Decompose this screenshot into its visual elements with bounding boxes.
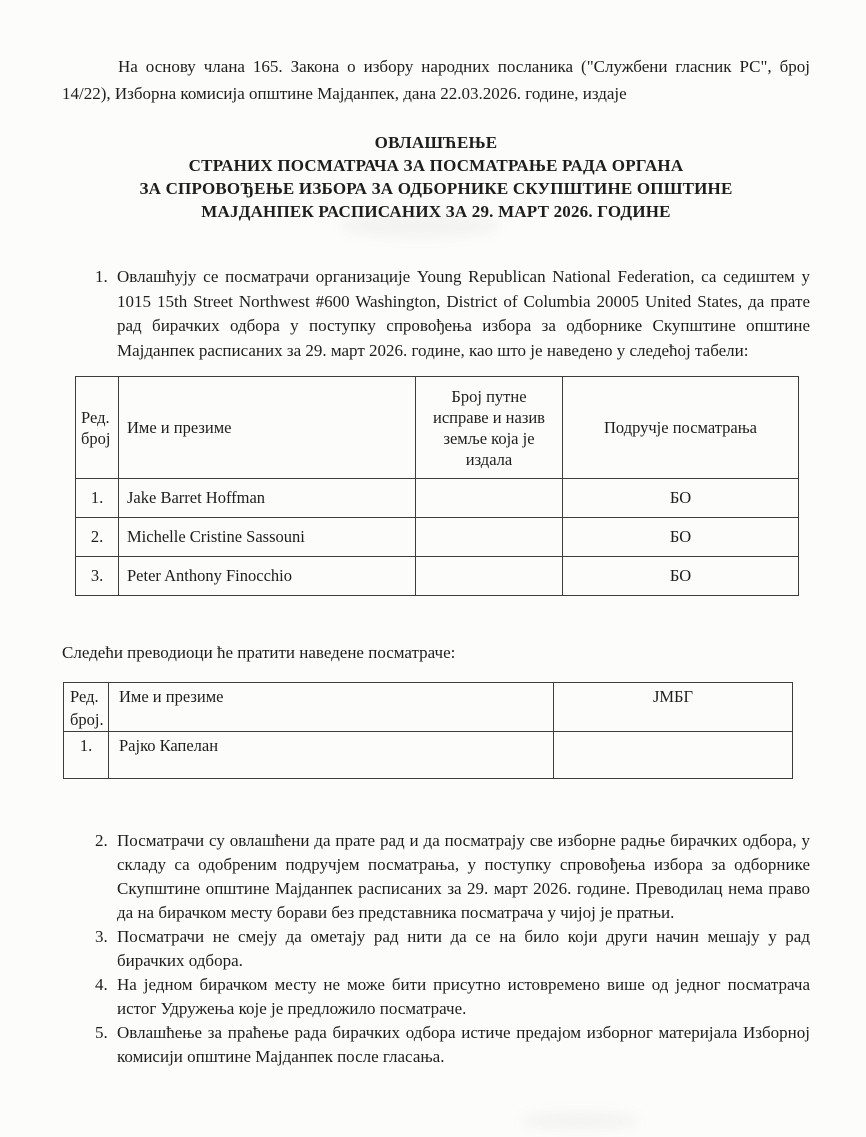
authorization-item-1 (95, 265, 810, 363)
name-cell: Jake Barret Hoffman (119, 479, 416, 518)
area-cell: БО (563, 557, 799, 596)
passport-cell (416, 518, 563, 557)
translators-header-row (64, 683, 793, 732)
observer-row (76, 518, 799, 557)
item-number: 4. (95, 975, 108, 994)
header-full-name: Име и презиме (109, 683, 554, 732)
provisions-list (95, 829, 810, 1069)
scan-artifact (520, 1112, 640, 1130)
document-content (62, 0, 810, 1069)
provision-item-2 (95, 829, 810, 925)
item-number: 5. (95, 1023, 108, 1042)
header-jmbg: ЈМБГ (554, 683, 793, 732)
translators-intro: Следећи преводиоци ће пратити наведене посматраче: (62, 643, 456, 662)
provision-item-3 (95, 925, 810, 973)
ordinal-cell: 1. (64, 732, 109, 779)
observers-table (75, 376, 799, 596)
observers-header-row (76, 377, 799, 479)
title-line-1: ОВЛАШЋЕЊЕ (374, 133, 498, 152)
item-text: На једном бирачком месту не може бити присутно истовремено више од једног посматрача истог Удружења које је предложило посматраче. (117, 975, 810, 1018)
header-full-name: Име и презиме (119, 377, 416, 479)
item-number: 1. (95, 267, 108, 286)
item-text: Овлашћују се посматрачи организације Young Republican National Federation, са седиштем у 1015 15th Street Northwest #600 Washington, District of Columbia 20005 United States, да прате рад бирачких одбора у поступку спровођења избора за одборнике Скупштине општине Мајданпек расписаних за 29. март 2026. године, као што је наведено у следећој табели: (117, 267, 810, 360)
name-cell: Peter Anthony Finocchio (119, 557, 416, 596)
passport-cell (416, 557, 563, 596)
provision-item-4 (95, 973, 810, 1021)
ordinal-cell: 2. (76, 518, 119, 557)
ordinal-cell: 3. (76, 557, 119, 596)
item-text: Посматрачи не смеју да ометају рад нити да се на било који други начин мешају у рад бирачких одбора. (117, 927, 810, 970)
ordinal-cell: 1. (76, 479, 119, 518)
item-number: 2. (95, 831, 108, 850)
area-cell: БО (563, 479, 799, 518)
header-ordinal-number: Ред. број (76, 377, 119, 479)
title-line-3: ЗА СПРОВОЂЕЊЕ ИЗБОРА ЗА ОДБОРНИКЕ СКУПШТИНЕ ОПШТИНЕ (139, 179, 733, 198)
title-line-4: МАЈДАНПЕК РАСПИСАНИХ ЗА 29. МАРТ 2026. ГОДИНЕ (201, 202, 671, 221)
header-observation-area: Подручје посматрања (563, 377, 799, 479)
header-passport-info: Број путне исправе и назив земље која је издала (416, 377, 563, 479)
item-number: 3. (95, 927, 108, 946)
item-text: Посматрачи су овлашћени да прате рад и да посматрају све изборне радње бирачких одбора, у складу са одобреним подручјем посматрања, у поступку спровођења избора за одборнике Скупштине општине Мајданпек расписаних за 29. март 2026. године. Преводилац нема право да на бирачком месту борави без представника посматрача у чијој је пратњи. (117, 831, 810, 922)
observer-row (76, 557, 799, 596)
header-ordinal-number: Ред. број. (64, 683, 109, 732)
passport-cell (416, 479, 563, 518)
title-line-2: СТРАНИХ ПОСМАТРАЧА ЗА ПОСМАТРАЊЕ РАДА ОРГАНА (188, 156, 684, 175)
jmbg-cell (554, 732, 793, 779)
name-cell: Michelle Cristine Sassouni (119, 518, 416, 557)
name-cell: Рајко Капелан (109, 732, 554, 779)
translator-row (64, 732, 793, 779)
translators-table (63, 682, 793, 779)
document-title (62, 131, 810, 223)
item-text: Овлашћење за праћење рада бирачких одбора истиче предајом изборног материјала Изборној комисији општине Мајданпек после гласања. (117, 1023, 810, 1066)
observer-row (76, 479, 799, 518)
provision-item-5 (95, 1021, 810, 1069)
area-cell: БО (563, 518, 799, 557)
intro-paragraph: На основу члана 165. Закона о избору народних посланика ("Службени гласник РС", број 14/22), Изборна комисија општине Мајданпек, дана 22.03.2026. године, издаје (62, 57, 810, 103)
